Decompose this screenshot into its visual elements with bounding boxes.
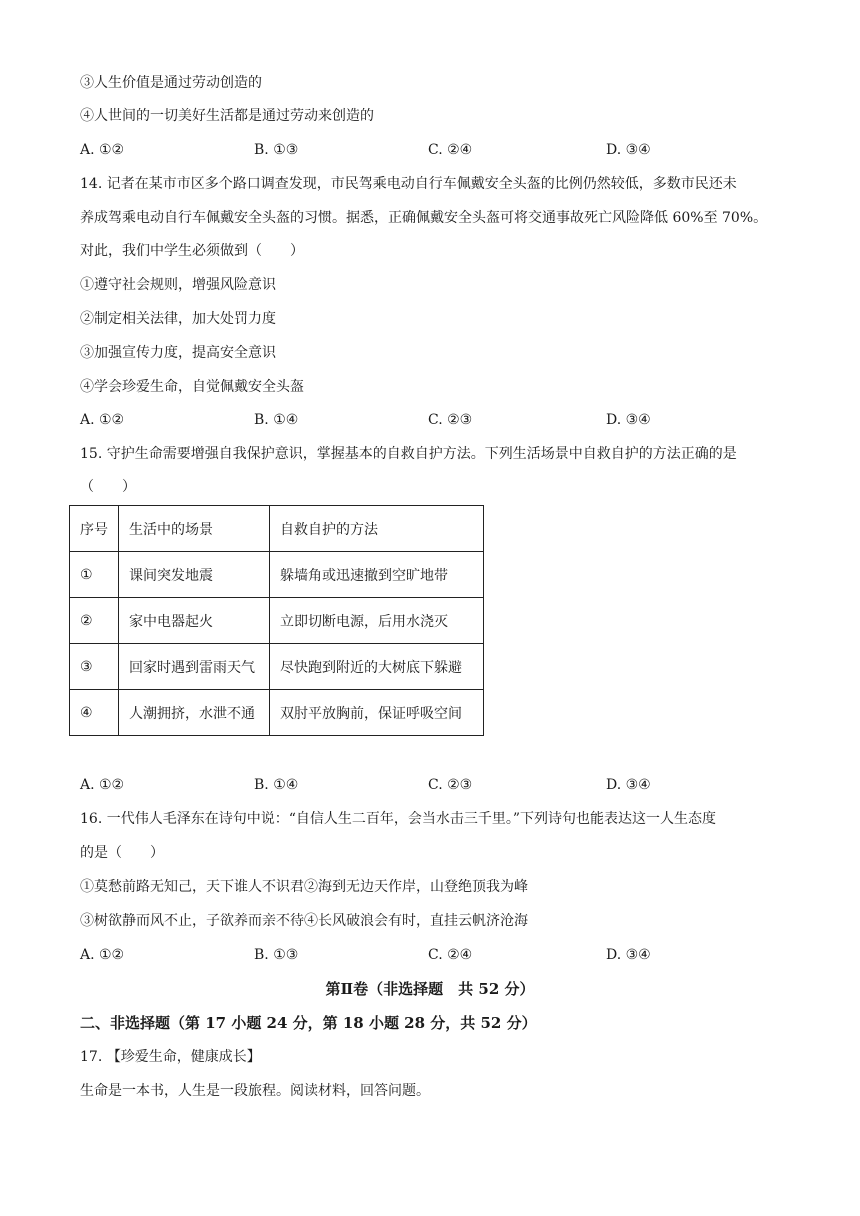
q14-stem-line-3: 对此，我们中学生必须做到（ ） <box>80 243 304 259</box>
q15-option-d: D. ③④ <box>606 777 651 793</box>
section-heading: 二、非选择题（第 17 小题 24 分，第 18 小题 28 分，共 52 分） <box>80 1014 537 1032</box>
q14-item-2: ②制定相关法律，加大处罚力度 <box>80 311 276 327</box>
q13-option-d: D. ③④ <box>606 142 651 158</box>
table-header-cell: 生活中的场景 <box>119 506 270 552</box>
part-2-title: 第Ⅱ卷（非选择题 共 52 分） <box>325 980 535 998</box>
q13-option-b: B. ①③ <box>254 142 299 158</box>
scene-table <box>69 505 484 736</box>
table-cell: ④ <box>70 690 119 736</box>
q17-title: 17. 【珍爱生命，健康成长】 <box>80 1049 261 1065</box>
table-cell: ① <box>70 552 119 598</box>
q14-item-4: ④学会珍爱生命，自觉佩戴安全头盔 <box>80 379 304 395</box>
table-cell: 躲墙角或迅速撤到空旷地带 <box>270 552 484 598</box>
q16-option-a: A. ①② <box>80 947 125 963</box>
q14-item-1: ①遵守社会规则，增强风险意识 <box>80 277 276 293</box>
table-cell: 立即切断电源，后用水浇灭 <box>270 598 484 644</box>
table-header-cell: 自救自护的方法 <box>270 506 484 552</box>
table-cell: 尽快跑到附近的大树底下躲避 <box>270 644 484 690</box>
q15-option-b: B. ①④ <box>254 777 299 793</box>
q15-option-a: A. ①② <box>80 777 125 793</box>
q16-option-b: B. ①③ <box>254 947 299 963</box>
table-header-row <box>70 506 484 552</box>
table-cell: 课间突发地震 <box>119 552 270 598</box>
q14-option-a: A. ①② <box>80 412 125 428</box>
q17-intro: 生命是一本书，人生是一段旅程。阅读材料，回答问题。 <box>80 1083 430 1099</box>
table-cell: 人潮拥挤，水泄不通 <box>119 690 270 736</box>
q16-option-d: D. ③④ <box>606 947 651 963</box>
q16-option-c: C. ②④ <box>428 947 473 963</box>
table-header-cell: 序号 <box>70 506 119 552</box>
table-cell: ③ <box>70 644 119 690</box>
q14-stem-line-2: 养成驾乘电动自行车佩戴安全头盔的习惯。据悉，正确佩戴安全头盔可将交通事故死亡风险降低 60%至 70%。 <box>80 210 768 226</box>
q16-verse-line-2: ③树欲静而风不止，子欲养而亲不待④长风破浪会有时，直挂云帆济沧海 <box>80 913 528 929</box>
table-row <box>70 598 484 644</box>
table-cell: 双肘平放胸前，保证呼吸空间 <box>270 690 484 736</box>
q14-stem-line-1: 14. 记者在某市市区多个路口调查发现，市民驾乘电动自行车佩戴安全头盔的比例仍然较低，多数市民还未 <box>80 176 737 192</box>
q14-option-d: D. ③④ <box>606 412 651 428</box>
table-row <box>70 552 484 598</box>
q16-stem-line-2: 的是（ ） <box>80 845 164 861</box>
table-cell: 回家时遇到雷雨天气 <box>119 644 270 690</box>
q14-option-c: C. ②③ <box>428 412 473 428</box>
q13-option-a: A. ①② <box>80 142 125 158</box>
table-row <box>70 644 484 690</box>
q15-option-c: C. ②③ <box>428 777 473 793</box>
table-row <box>70 690 484 736</box>
table-cell: ② <box>70 598 119 644</box>
q13-item-4: ④人世间的一切美好生活都是通过劳动来创造的 <box>80 108 374 124</box>
q13-option-c: C. ②④ <box>428 142 473 158</box>
q16-stem-line-1: 16. 一代伟人毛泽东在诗句中说：“自信人生二百年，会当水击三千里。”下列诗句也能表达这一人生态度 <box>80 811 717 827</box>
q15-stem-line-2: （ ） <box>80 479 136 495</box>
q15-stem-line-1: 15. 守护生命需要增强自我保护意识，掌握基本的自救自护方法。下列生活场景中自救自护的方法正确的是 <box>80 446 737 462</box>
table-cell: 家中电器起火 <box>119 598 270 644</box>
q14-item-3: ③加强宣传力度，提高安全意识 <box>80 345 276 361</box>
q16-verse-line-1: ①莫愁前路无知己，天下谁人不识君②海到无边天作岸，山登绝顶我为峰 <box>80 879 528 895</box>
q13-item-3: ③人生价值是通过劳动创造的 <box>80 75 262 91</box>
q14-option-b: B. ①④ <box>254 412 299 428</box>
